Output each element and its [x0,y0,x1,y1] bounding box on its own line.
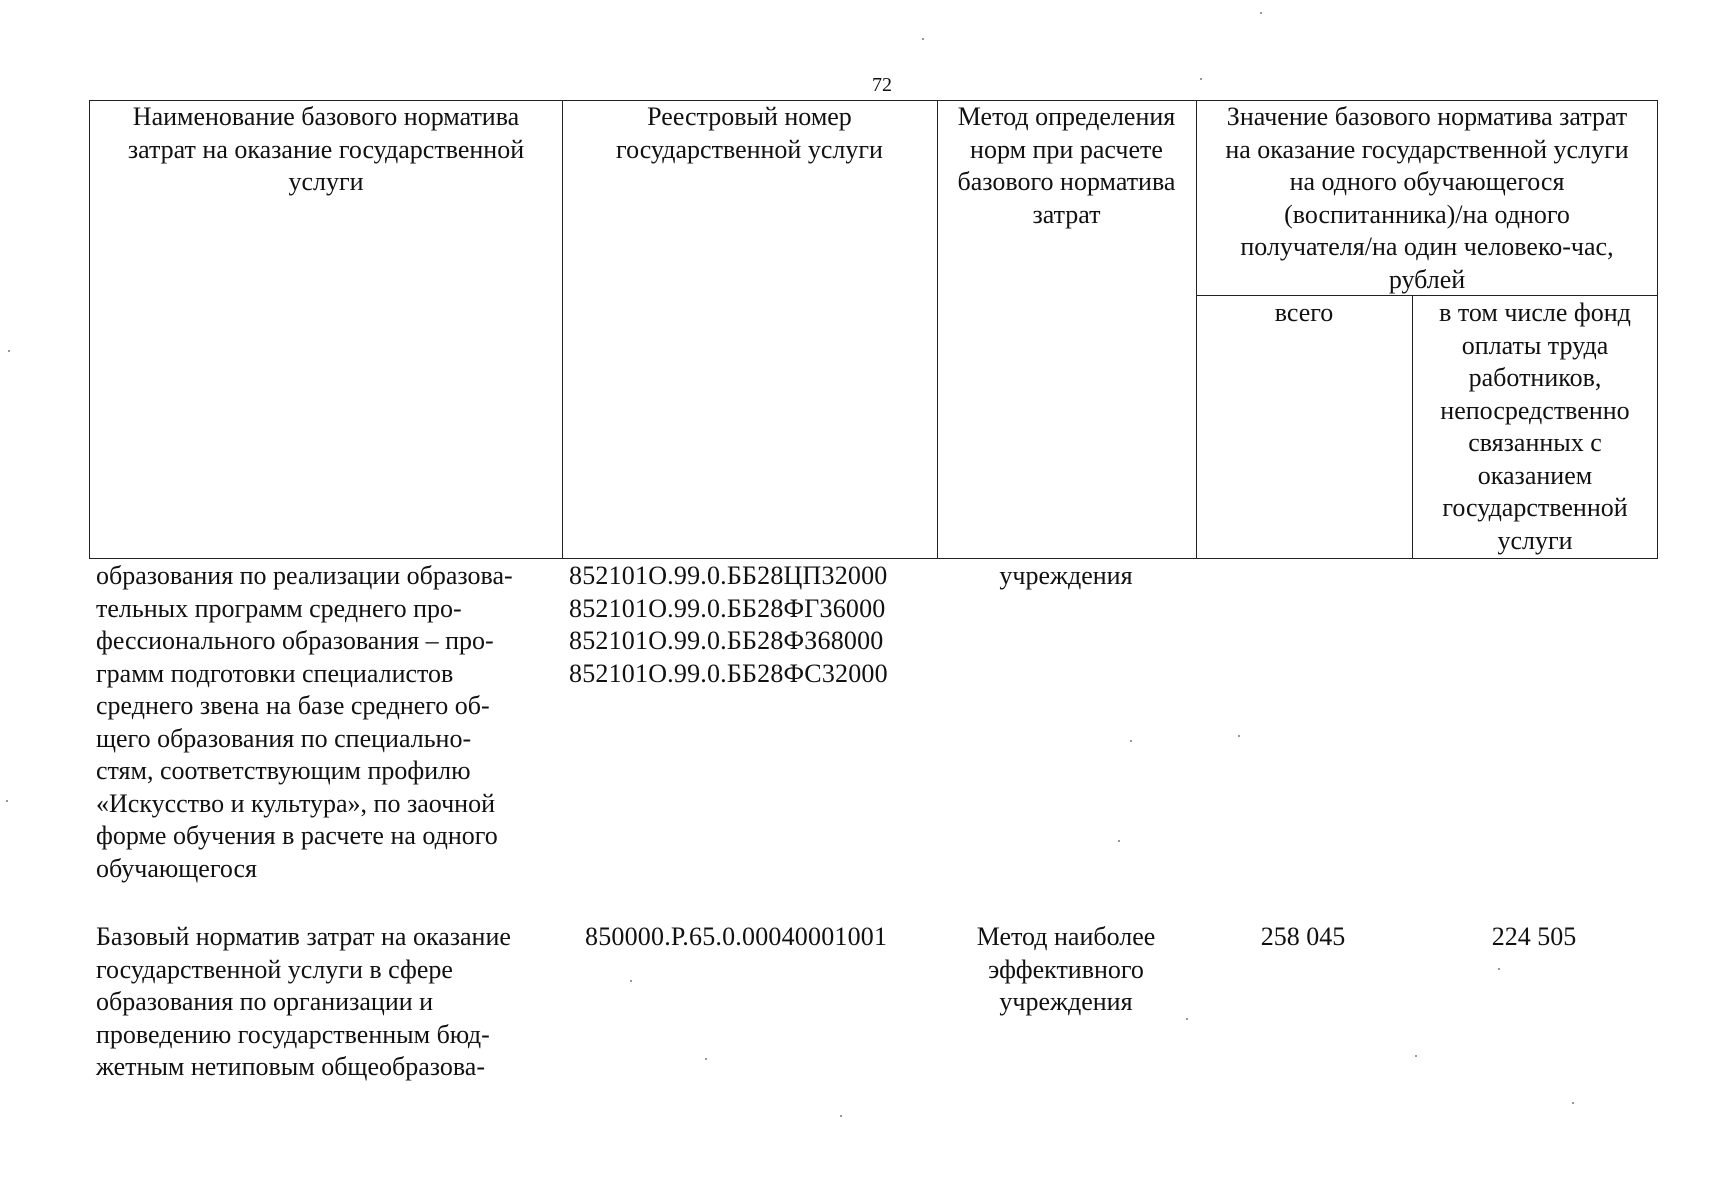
scan-speck [1415,1055,1417,1057]
scan-speck [705,1058,707,1060]
scan-speck [1572,1102,1574,1104]
row-method: учреждения [999,561,1133,590]
scan-speck [1238,735,1240,737]
page-number: 72 [872,74,892,96]
row-total-value: 258 045 [1260,922,1346,951]
header-payroll: в том числе фонд оплаты труда работников, непосредственно связанных с оказанием государственной услуги [1439,298,1631,555]
header-method: Метод определения норм при расчете базового норматива затрат [957,102,1176,229]
header-total: всего [1274,298,1334,327]
scan-speck [1260,12,1262,14]
row-service-name: образования по реализации образова- тельных программ среднего про- фессионального образования – про- грамм подготовки специалистов среднего звена на базе среднего об- щего образования по специально- стям, соответствующим профилю «Искусство и культура», по заочной форме обучения в расчете на одного обучающегося [96,561,513,883]
row-service-name: Базовый норматив затрат на оказание государственной услуги в сфере образования по организации и проведению государственным бюд- жетным нетиповым общеобразова- [96,922,511,1081]
header-registry-number: Реестровый номер государственной услуги [616,102,883,164]
column-divider [562,101,563,558]
row-method: Метод наиболее эффективного учреждения [976,922,1156,1016]
scan-speck [1498,968,1500,970]
scan-speck [1130,740,1132,742]
scan-speck [8,350,10,352]
scan-speck [6,800,8,802]
header-name-of-norm: Наименование базового норматива затрат на оказание государственной услуги [127,102,525,196]
row-registry-codes: 852101О.99.0.ББ28ЦП32000 852101О.99.0.ББ28ФГ36000 852101О.99.0.ББ28ФЗ68000 852101О.99.0.ББ28ФС32000 [569,561,888,688]
header-norm-value: Значение базового норматива затрат на оказание государственной услуги на одного обучающегося (воспитанника)/на одного получателя/на один человеко-час, рублей [1225,102,1629,294]
table-header [89,100,1658,559]
scan-speck [840,1115,842,1117]
scan-speck [1118,840,1120,842]
scan-speck [630,980,632,982]
row-registry-codes: 850000.Р.65.0.00040001001 [585,922,888,951]
row-payroll-value: 224 505 [1491,922,1577,951]
scan-speck [922,38,924,40]
scan-speck [1200,78,1202,80]
scan-speck [1186,1018,1188,1020]
